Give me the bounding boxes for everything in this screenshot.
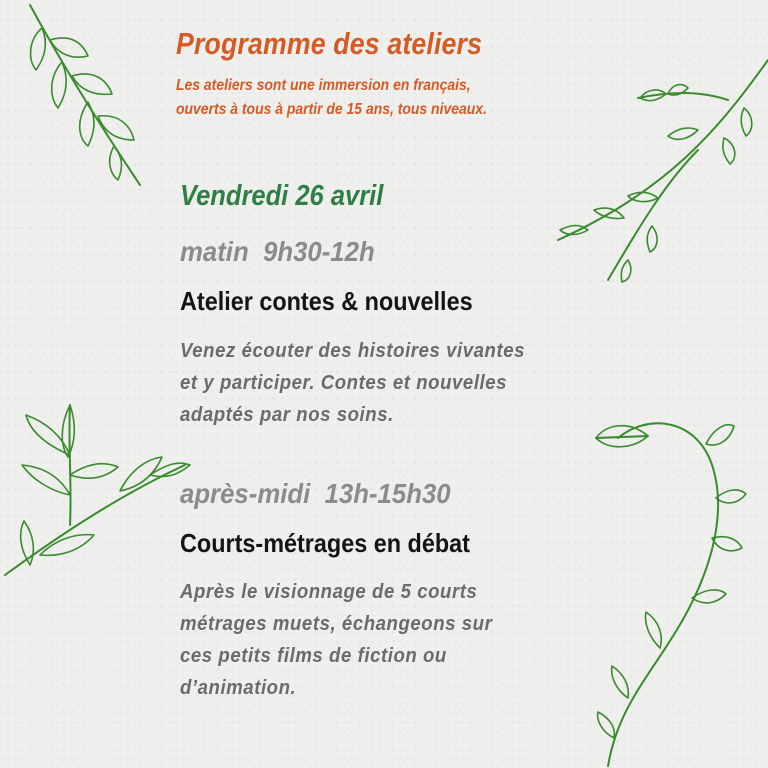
session-1-title: Atelier contes & nouvelles	[180, 286, 473, 316]
leaf-sprig-top-left-icon	[10, 0, 170, 200]
session-1-time-slot: matin 9h30-12h	[180, 236, 375, 267]
session-2-time-slot: après-midi 13h-15h30	[180, 478, 451, 509]
vine-right-icon	[588, 408, 768, 768]
leaf-sprig-top-right-icon	[548, 50, 768, 290]
description-line: ces petits films de fiction ou	[180, 645, 447, 667]
session-2-title: Courts-métrages en débat	[180, 528, 470, 558]
description-line: Après le visionnage de 5 courts	[180, 581, 478, 603]
subtitle-line-1: Les ateliers sont une immersion en français,	[176, 77, 471, 94]
leaf-branch-left-icon	[0, 395, 200, 585]
description-line: et y participer. Contes et nouvelles	[180, 372, 508, 394]
description-line: d’animation.	[180, 677, 297, 699]
description-line: adaptés par nos soins.	[180, 404, 394, 426]
day-date: Vendredi 26 avril	[180, 180, 384, 212]
subtitle-line-2: ouverts à tous à partir de 15 ans, tous niveaux.	[176, 101, 487, 118]
description-line: métrages muets, échangeons sur	[180, 613, 493, 635]
session-2-description	[180, 576, 492, 704]
description-line: Venez écouter des histoires vivantes	[180, 340, 526, 362]
page-title: Programme des ateliers	[176, 26, 483, 61]
session-1-description	[180, 335, 525, 431]
